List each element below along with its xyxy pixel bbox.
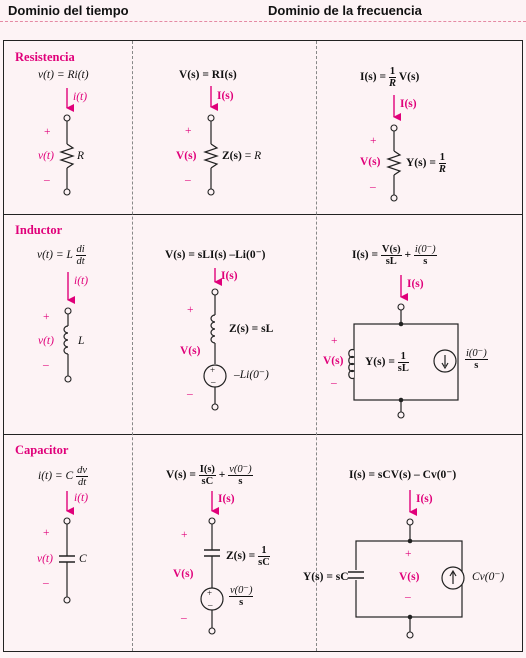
time-domain-header: Dominio del tiempo	[8, 3, 129, 18]
inductor-s-source: –Li(0⁻)	[234, 369, 269, 381]
minus-sign: –	[185, 174, 191, 186]
inductor-s-current: I(s)	[221, 270, 238, 282]
minus-sign: –	[181, 612, 187, 624]
source-minus: –	[208, 600, 213, 610]
resistor-symbol	[61, 144, 73, 168]
resistor-s-current: I(s)	[217, 90, 234, 102]
minus-sign: –	[44, 174, 50, 186]
resistor-admittance-voltage: V(s)	[360, 156, 381, 168]
plus-sign: +	[185, 125, 192, 137]
capacitor-time-voltage: v(t)	[37, 553, 53, 565]
impedance-symbol	[205, 144, 217, 168]
plus-sign: +	[331, 335, 338, 347]
resistor-label: R	[77, 150, 85, 162]
resistor-admittance-current: I(s)	[400, 98, 417, 110]
resistor-section-title: Resistencia	[15, 50, 75, 64]
minus-sign: –	[405, 591, 411, 603]
resistor-time-voltage: v(t)	[38, 150, 54, 162]
inductor-symbol	[64, 326, 68, 354]
resistor-admittance-equation: I(s) = $\frac{1}{R}$ V(s)	[360, 66, 420, 90]
plus-sign: +	[405, 548, 412, 560]
minus-sign: –	[187, 388, 193, 400]
plus-sign: +	[187, 304, 194, 316]
plus-sign: +	[181, 529, 188, 541]
source-minus: –	[211, 377, 216, 387]
capacitor-s-voltage: V(s)	[173, 568, 194, 580]
capacitor-s-current: I(s)	[218, 493, 235, 505]
capacitor-admittance-equation: I(s) = sCV(s) – Cv(0⁻)	[349, 469, 457, 481]
capacitor-impedance: Z(s) = $\frac{1}{sC}$	[226, 545, 270, 569]
source-plus: +	[207, 588, 213, 598]
capacitor-label: C	[79, 553, 87, 565]
freq-domain-header: Dominio de la frecuencia	[268, 3, 422, 18]
plus-sign: +	[370, 135, 377, 147]
inductor-section-title: Inductor	[15, 223, 63, 237]
capacitor-s-equation: V(s) = $\frac{I(s)}{sC}$ + $\frac{v(0^-)}{s}$	[166, 464, 252, 488]
inductor-admittance-current: I(s)	[407, 278, 424, 290]
resistor-s-voltage: V(s)	[176, 150, 197, 162]
inductor-admittance-equation: I(s) = $\frac{V(s)}{sL}$ + $\frac{i(0^-)}{s}$	[352, 244, 436, 268]
capacitor-admittance-voltage: V(s)	[399, 571, 420, 583]
inductor-impedance: Z(s) = sL	[229, 323, 274, 335]
inductor-time-current: i(t)	[74, 275, 89, 287]
inductor-s-equation: V(s) = sLI(s) –Li(0⁻)	[165, 249, 266, 261]
capacitor-section-title: Capacitor	[15, 443, 69, 457]
capacitor-time-current: i(t)	[74, 492, 89, 504]
inductor-admittance-source: $\frac{i(0^-)}{s}$	[466, 348, 487, 372]
plus-sign: +	[44, 126, 51, 138]
inductor-s-voltage: V(s)	[180, 345, 201, 357]
plus-sign: +	[43, 527, 50, 539]
resistor-admittance: Y(s) = $\frac{1}{R}$	[406, 152, 446, 176]
capacitor-s-source: $\frac{v(0^-)}{s}$	[230, 585, 253, 609]
inductor-time-voltage: v(t)	[38, 335, 54, 347]
inductor-impedance-symbol	[211, 315, 215, 343]
minus-sign: –	[331, 377, 337, 389]
minus-sign: –	[43, 359, 49, 371]
capacitor-time-equation: i(t) = C $\frac{dv}{dt}$	[38, 465, 88, 489]
minus-sign: –	[43, 577, 49, 589]
resistor-time-current: i(t)	[73, 91, 88, 103]
inductor-time-equation: v(t) = L $\frac{di}{dt}$	[37, 244, 85, 268]
capacitor-admittance-current: I(s)	[416, 493, 433, 505]
minus-sign: –	[370, 181, 376, 193]
source-plus: +	[210, 365, 216, 375]
admittance-symbol	[388, 151, 400, 175]
inductor-admittance: Y(s) = $\frac{1}{sL}$	[365, 351, 409, 375]
plus-sign: +	[43, 311, 50, 323]
resistor-impedance: Z(s) = R	[222, 150, 262, 162]
resistor-s-equation: V(s) = RI(s)	[179, 69, 237, 81]
inductor-admittance-symbol	[349, 350, 354, 379]
resistor-time-equation: v(t) = Ri(t)	[38, 69, 89, 81]
inductor-label: L	[78, 335, 85, 347]
capacitor-admittance-source: Cv(0⁻)	[472, 571, 505, 583]
capacitor-admittance: Y(s) = sC	[303, 571, 349, 583]
inductor-admittance-voltage: V(s)	[323, 355, 344, 367]
